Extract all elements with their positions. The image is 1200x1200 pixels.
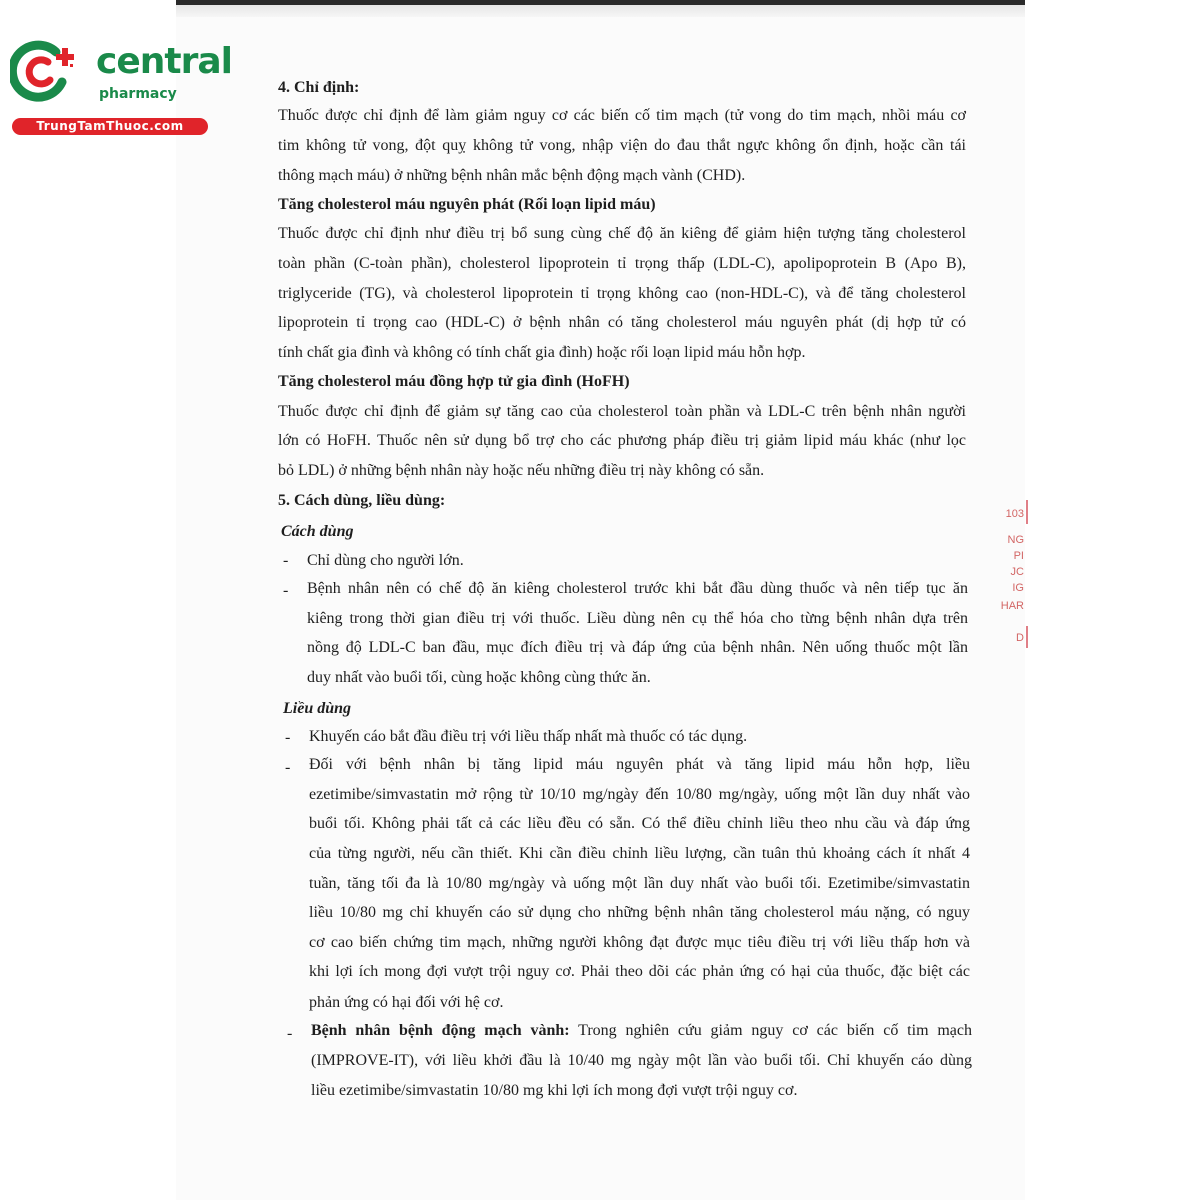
section-4-line-1: Thuốc được chỉ định để làm giảm nguy cơ các biến cố tim mạch (tử vong do tim mạch, nhồi máu cơ bbox=[278, 107, 966, 124]
ld-bullet-1: Khuyến cáo bắt đầu điều trị với liều thấp nhất mà thuốc có tác dụng. bbox=[309, 728, 748, 745]
central-pharmacy-logo[interactable] bbox=[10, 38, 232, 138]
ld-bullet-3-line-3: liều ezetimibe/simvastatin 10/80 mg khi lợi ích mong đợi vượt trội nguy cơ. bbox=[311, 1082, 798, 1099]
sub1-line-3: triglyceride (TG), và cholesterol lipoprotein tỉ trọng không cao (non-HDL-C), và để tăng cholesterol bbox=[278, 285, 966, 302]
ld-bullet-2-line-5: tuần, tăng tối đa là 10/80 mg/ngày và uống một lần duy nhất vào buổi tối. Ezetimibe/simvastatin bbox=[309, 875, 970, 892]
ld-bullet-2-line-2: ezetimibe/simvastatin mở rộng từ 10/10 mg/ngày đến 10/80 mg/ngày, uống một lần duy nhất vào bbox=[309, 786, 970, 803]
scan-shadow-top bbox=[176, 5, 1025, 17]
stamp-text: D bbox=[1016, 632, 1024, 644]
bullet-dash: - bbox=[287, 1025, 293, 1042]
sub2-line-1: Thuốc được chỉ định để giảm sự tăng cao của cholesterol toàn phần và LDL-C trên bệnh nhân người bbox=[278, 403, 966, 420]
sub1-line-5: tính chất gia đình và không có tính chất gia đình) hoặc rối loạn lipid máu hỗn hợp. bbox=[278, 344, 806, 361]
section-4-line-3: thông mạch máu) ở những bệnh nhân mắc bệnh động mạch vành (CHD). bbox=[278, 167, 746, 184]
central-c-cross-icon bbox=[10, 38, 82, 104]
sub1-line-2: toàn phần (C-toàn phần), cholesterol lipoprotein tỉ trọng thấp (LDL-C), apolipoprotein B (Apo B), bbox=[278, 255, 966, 272]
ld-bullet-2-line-1: Đối với bệnh nhân bị tăng lipid máu nguyên phát và tăng lipid máu hỗn hợp, liều bbox=[309, 756, 970, 773]
lieu-dung-heading: Liều dùng bbox=[283, 700, 352, 717]
cd-bullet-2-line-1: Bệnh nhân nên có chế độ ăn kiêng cholesterol trước khi bắt đầu dùng thuốc và nên tiếp tục ăn bbox=[307, 580, 968, 597]
cd-bullet-1: Chỉ dùng cho người lớn. bbox=[307, 552, 464, 569]
subheading-hofh: Tăng cholesterol máu đồng hợp tử gia đình (HoFH) bbox=[278, 373, 630, 390]
cach-dung-heading: Cách dùng bbox=[281, 523, 354, 540]
bullet-dash: - bbox=[283, 582, 289, 599]
section-5-heading: 5. Cách dùng, liều dùng: bbox=[278, 492, 446, 509]
ld-bullet-3-line-1 bbox=[311, 1021, 972, 1041]
section-4-line-2: tim không tử vong, đột quỵ không tử vong, nhập viện do đau thắt ngực không ổn định, hoặc cần tái bbox=[278, 137, 966, 154]
ld-bullet-2-line-6: liều 10/80 mg chỉ khuyến cáo sử dụng cho những bệnh nhân tăng cholesterol máu nặng, có nguy bbox=[309, 904, 970, 921]
ld-bullet-3-first: Trong nghiên cứu giảm nguy cơ các biến cố tim mạch bbox=[569, 1022, 973, 1039]
stamp-border bbox=[1026, 626, 1028, 648]
stamp-text: JC bbox=[1010, 566, 1024, 578]
stamp-border bbox=[1026, 500, 1028, 524]
section-4-heading: 4. Chỉ định: bbox=[278, 79, 360, 96]
ld-bullet-2-line-4: của từng người, nếu cần thiết. Khi cần điều chỉnh liều lượng, cần tuân thủ khoảng cách ít nhất 4 bbox=[309, 845, 970, 862]
sub2-line-3: bỏ LDL) ở những bệnh nhân này hoặc nếu những điều trị này không có sẵn. bbox=[278, 462, 765, 479]
cd-bullet-2-line-3: nồng độ LDL-C ban đầu, mục đích điều trị và đáp ứng của bệnh nhân. Nên uống thuốc một lần bbox=[307, 639, 968, 656]
stamp-text: PI bbox=[1013, 550, 1024, 562]
logo-subtitle: pharmacy bbox=[99, 86, 177, 102]
bullet-dash: - bbox=[283, 552, 289, 569]
ld-bullet-2-line-3: buổi tối. Không phải tất cả các liều đều có sẵn. Có thể điều chỉnh liều theo nhu cầu và đáp ứng bbox=[309, 815, 970, 832]
sub2-line-2: lớn có HoFH. Thuốc nên sử dụng bổ trợ cho các phương pháp điều trị giảm lipid máu khác (như lọc bbox=[278, 432, 966, 449]
stamp-text: IG bbox=[1012, 582, 1024, 594]
sub1-line-4: lipoprotein tỉ trọng cao (HDL-C) ở bệnh nhân có tăng cholesterol máu nguyên phát (dị hợp tử có bbox=[278, 314, 966, 331]
logo-url-badge[interactable]: TrungTamThuoc.com bbox=[12, 118, 208, 135]
stamp-text: HAR bbox=[1000, 600, 1024, 612]
cd-bullet-2-line-2: kiêng trong thời gian điều trị với thuốc. Liều dùng nên cụ thể hóa cho từng bệnh nhân dựa trên bbox=[307, 610, 968, 627]
bullet-dash: - bbox=[285, 759, 291, 776]
cd-bullet-2-line-4: duy nhất vào buổi tối, cùng hoặc không cùng thức ăn. bbox=[307, 669, 651, 686]
ld-bullet-3-line-2: (IMPROVE-IT), với liều khởi đầu là 10/40 mg ngày một lần vào buổi tối. Chỉ khuyến cáo dùng bbox=[311, 1052, 972, 1069]
bullet-dash: - bbox=[285, 729, 291, 746]
ld-bullet-3-bold: Bệnh nhân bệnh động mạch vành: bbox=[311, 1022, 570, 1039]
subheading-primary-hypercholesterolemia: Tăng cholesterol máu nguyên phát (Rối loạn lipid máu) bbox=[278, 196, 656, 213]
stamp-text: NG bbox=[1007, 534, 1024, 546]
ld-bullet-2-line-7: cơ cao biến chứng tim mạch, những người không đạt được mục tiêu điều trị với liều thấp hơn và bbox=[309, 934, 970, 951]
ld-bullet-2-line-8: khi lợi ích mong đợi vượt trội nguy cơ. Phải theo dõi các phản ứng có hại của thuốc, đặc biệt các bbox=[309, 963, 970, 980]
ld-bullet-2-line-9: phản ứng có hại đối với hệ cơ. bbox=[309, 994, 504, 1011]
sub1-line-1: Thuốc được chỉ định như điều trị bổ sung cùng chế độ ăn kiêng để giảm hiện tượng tăng cholesterol bbox=[278, 225, 966, 242]
stamp-text: 103 bbox=[1005, 508, 1024, 520]
red-stamp-fragment bbox=[998, 500, 1028, 650]
logo-wordmark: central bbox=[96, 41, 232, 82]
